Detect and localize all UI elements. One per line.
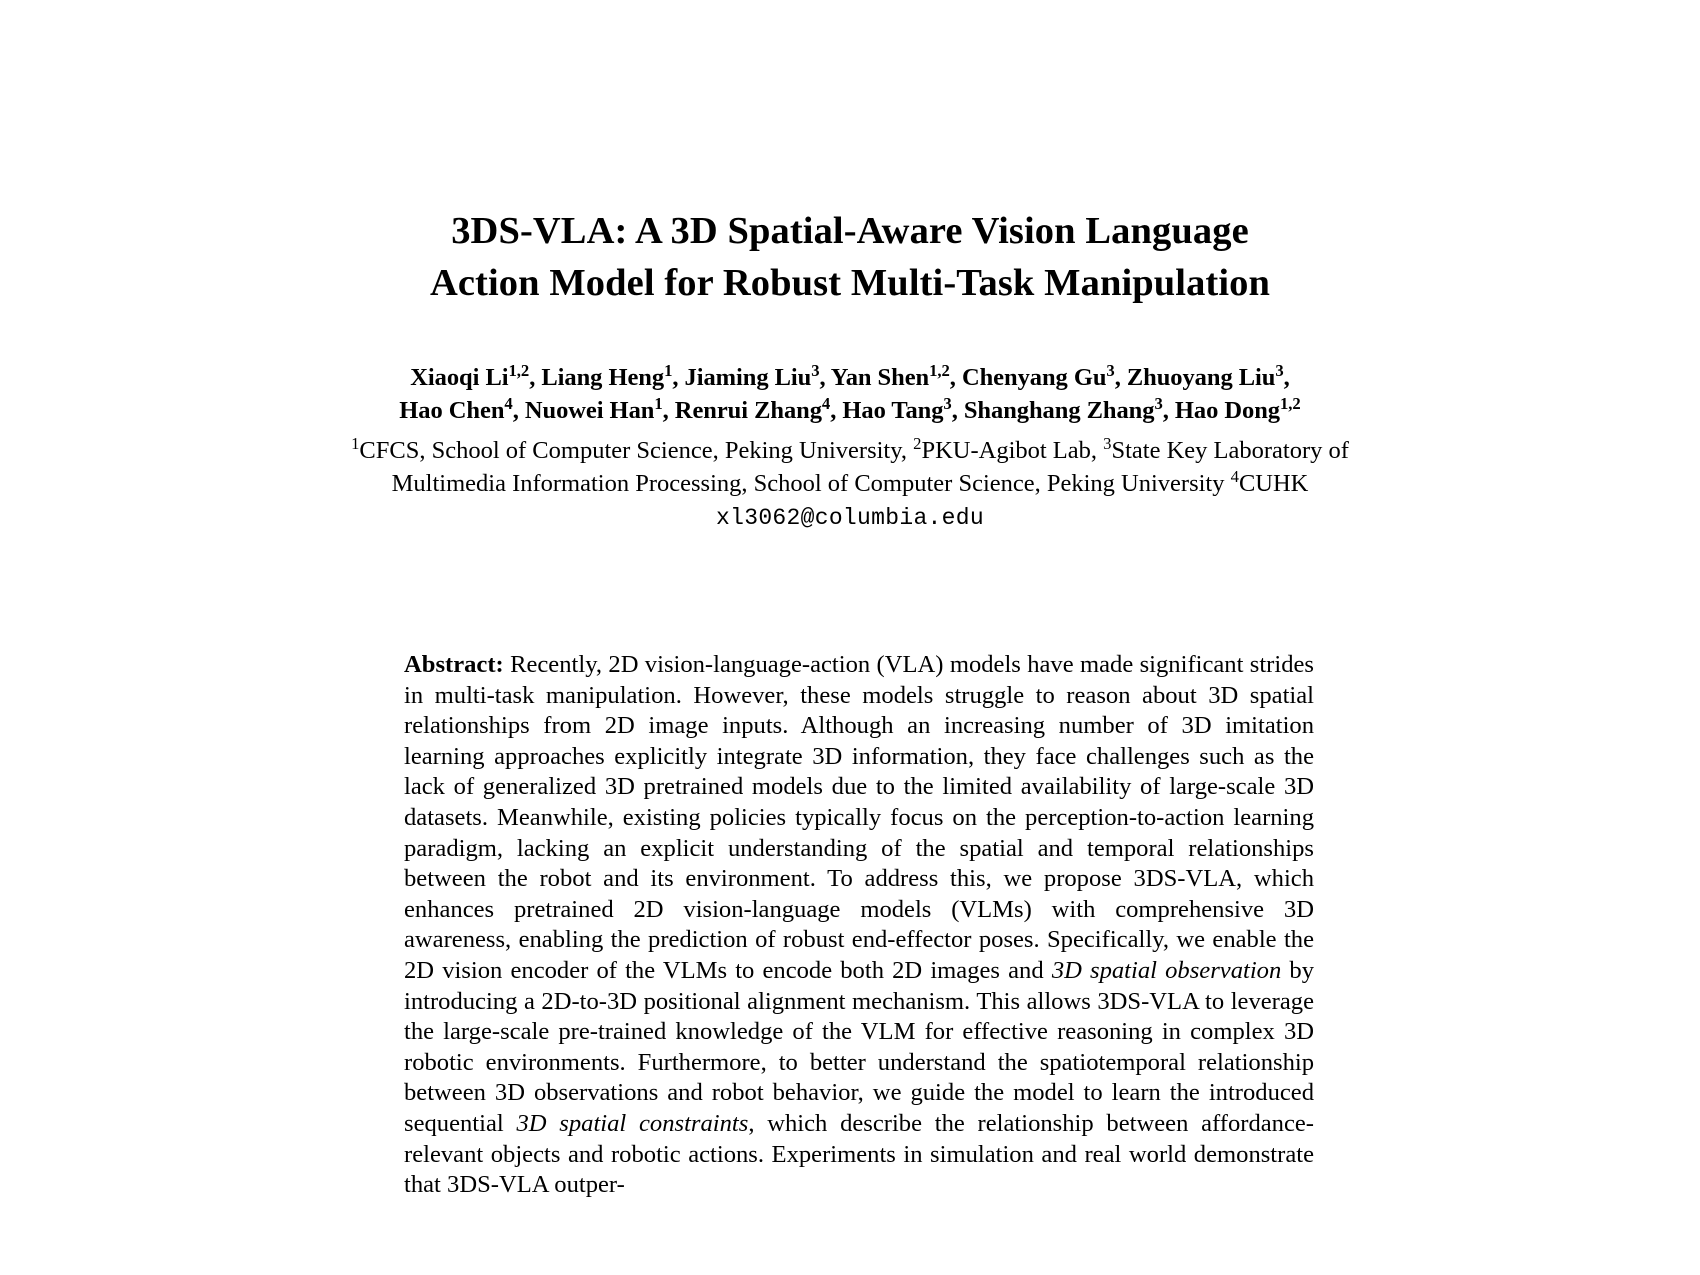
author-name: Renrui Zhang$^4$ — [674, 393, 831, 424]
author-affiliation-marker: 3 — [811, 360, 820, 380]
affiliation-text: State Key Laboratory of — [1111, 437, 1349, 464]
author-affiliation-marker: 1,2 — [929, 360, 950, 380]
abstract-emphasis: 3D spatial constraints — [516, 1109, 749, 1137]
author-affiliation-marker: 4 — [821, 393, 831, 413]
contact-email-block — [263, 500, 1438, 534]
author-affiliation-marker: 1 — [654, 393, 663, 413]
abstract-text: , which describe the relationship between affordance-relevant objects and robotic actions. Experiments in simulation and real world demonstrate that 3DS-VLA outper- — [404, 1109, 1314, 1199]
affiliation-list — [263, 427, 1438, 500]
author-line-2: Hao Chen$^4$, Nuowei Han$^1$, Renrui Zhang$^4$, Hao Tang$^3$, Shanghang Zhang$^3$, Hao Dong$^{1,2}$ — [399, 393, 1301, 424]
abstract-text: Recently, 2D vision-language-action (VLA) models have made significant strides in multi-task manipulation. However, these models struggle to reason about 3D spatial relationships from 2D image inputs. Although an increasing number of 3D imitation learning approaches explicitly integrate 3D information, they face challenges such as the lack of generalized 3D pretrained models due to the limited availability of large-scale 3D datasets. Meanwhile, existing policies typically focus on the perception-to-action learning paradigm, lacking an explicit understanding of the spatial and temporal relationships between the robot and its environment. To address this, we propose 3DS-VLA, which enhances pretrained 2D vision-language models (VLMs) with comprehensive 3D awareness, enabling the prediction of robust end-effector poses. Specifically, we enable the 2D vision encoder of the VLMs to encode both 2D images and — [404, 651, 1314, 984]
author-name: Hao Dong$^{1,2}$ — [1174, 393, 1301, 424]
affiliation-text: CUHK — [1238, 470, 1309, 497]
author-affiliation-marker: 3 — [1275, 360, 1284, 380]
author-affiliation-marker: 3 — [1154, 393, 1163, 413]
affiliation-text: CFCS, School of Computer Science, Peking University, — [359, 437, 907, 464]
abstract-text: by introducing a 2D-to-3D positional alignment mechanism. This allows 3DS-VLA to leverage the large-scale pre-trained knowledge of the VLM for effective reasoning in complex 3D robotic environments. Furthermore, to better understand the spatiotemporal relationship between 3D observations and robot behavior, we guide the model to learn the introduced sequential — [404, 956, 1314, 1137]
affiliation-text: Multimedia Information Processing, School of Computer Science, Peking University — [391, 470, 1225, 497]
affiliation-text: PKU-Agibot Lab, — [921, 437, 1098, 464]
author-name: Zhuoyang Liu$^3$ — [1126, 360, 1284, 391]
paper-title — [320, 205, 1380, 309]
author-affiliation-marker: 3 — [943, 393, 952, 413]
author-affiliation-marker: 1 — [664, 360, 673, 380]
author-affiliation-marker: 1,2 — [1280, 393, 1301, 413]
author-name: Shanghang Zhang$^3$ — [963, 393, 1163, 424]
abstract-emphasis: 3D spatial observation — [1051, 956, 1282, 984]
author-affiliation-marker: 4 — [504, 393, 513, 413]
contact-email: xl3062@columbia.edu — [716, 505, 984, 531]
author-name: Hao Tang$^3$ — [842, 393, 952, 424]
affiliation-marker: 2 — [913, 433, 922, 453]
title-line-2: Action Model for Robust Multi-Task Manipulation — [429, 262, 1271, 304]
author-name: Nuowei Han$^1$ — [524, 393, 663, 424]
affiliation-line-1 — [263, 434, 1438, 467]
abstract-paragraph — [404, 650, 1314, 1201]
affiliation-line-2 — [263, 467, 1438, 500]
affiliation-marker: 3 — [1103, 433, 1112, 453]
author-name: Hao Chen$^4$ — [399, 393, 513, 424]
author-name: Chenyang Gu$^3$ — [961, 360, 1115, 391]
author-name: Jiaming Liu$^3$ — [684, 360, 820, 391]
title-line-1: 3DS-VLA: A 3D Spatial-Aware Vision Language — [451, 210, 1249, 252]
author-line-1: Xiaoqi Li$^{1,2}$, Liang Heng$^1$, Jiaming Liu$^3$, Yan Shen$^{1,2}$, Chenyang Gu$^3$, Zhuoyang Liu$^3$, — [410, 360, 1290, 391]
author-affiliation-marker: 1,2 — [508, 360, 530, 380]
affiliation-marker: 4 — [1230, 466, 1239, 486]
author-affiliation-marker: 3 — [1106, 360, 1115, 380]
author-name: Liang Heng$^1$ — [541, 360, 673, 391]
abstract-section — [404, 650, 1314, 1201]
author-name: Xiaoqi Li$^{1,2}$ — [410, 360, 530, 391]
abstract-label: Abstract: — [404, 651, 504, 678]
author-name: Yan Shen$^{1,2}$ — [830, 360, 950, 391]
author-list — [290, 309, 1410, 427]
affiliation-marker: 1 — [351, 433, 360, 453]
